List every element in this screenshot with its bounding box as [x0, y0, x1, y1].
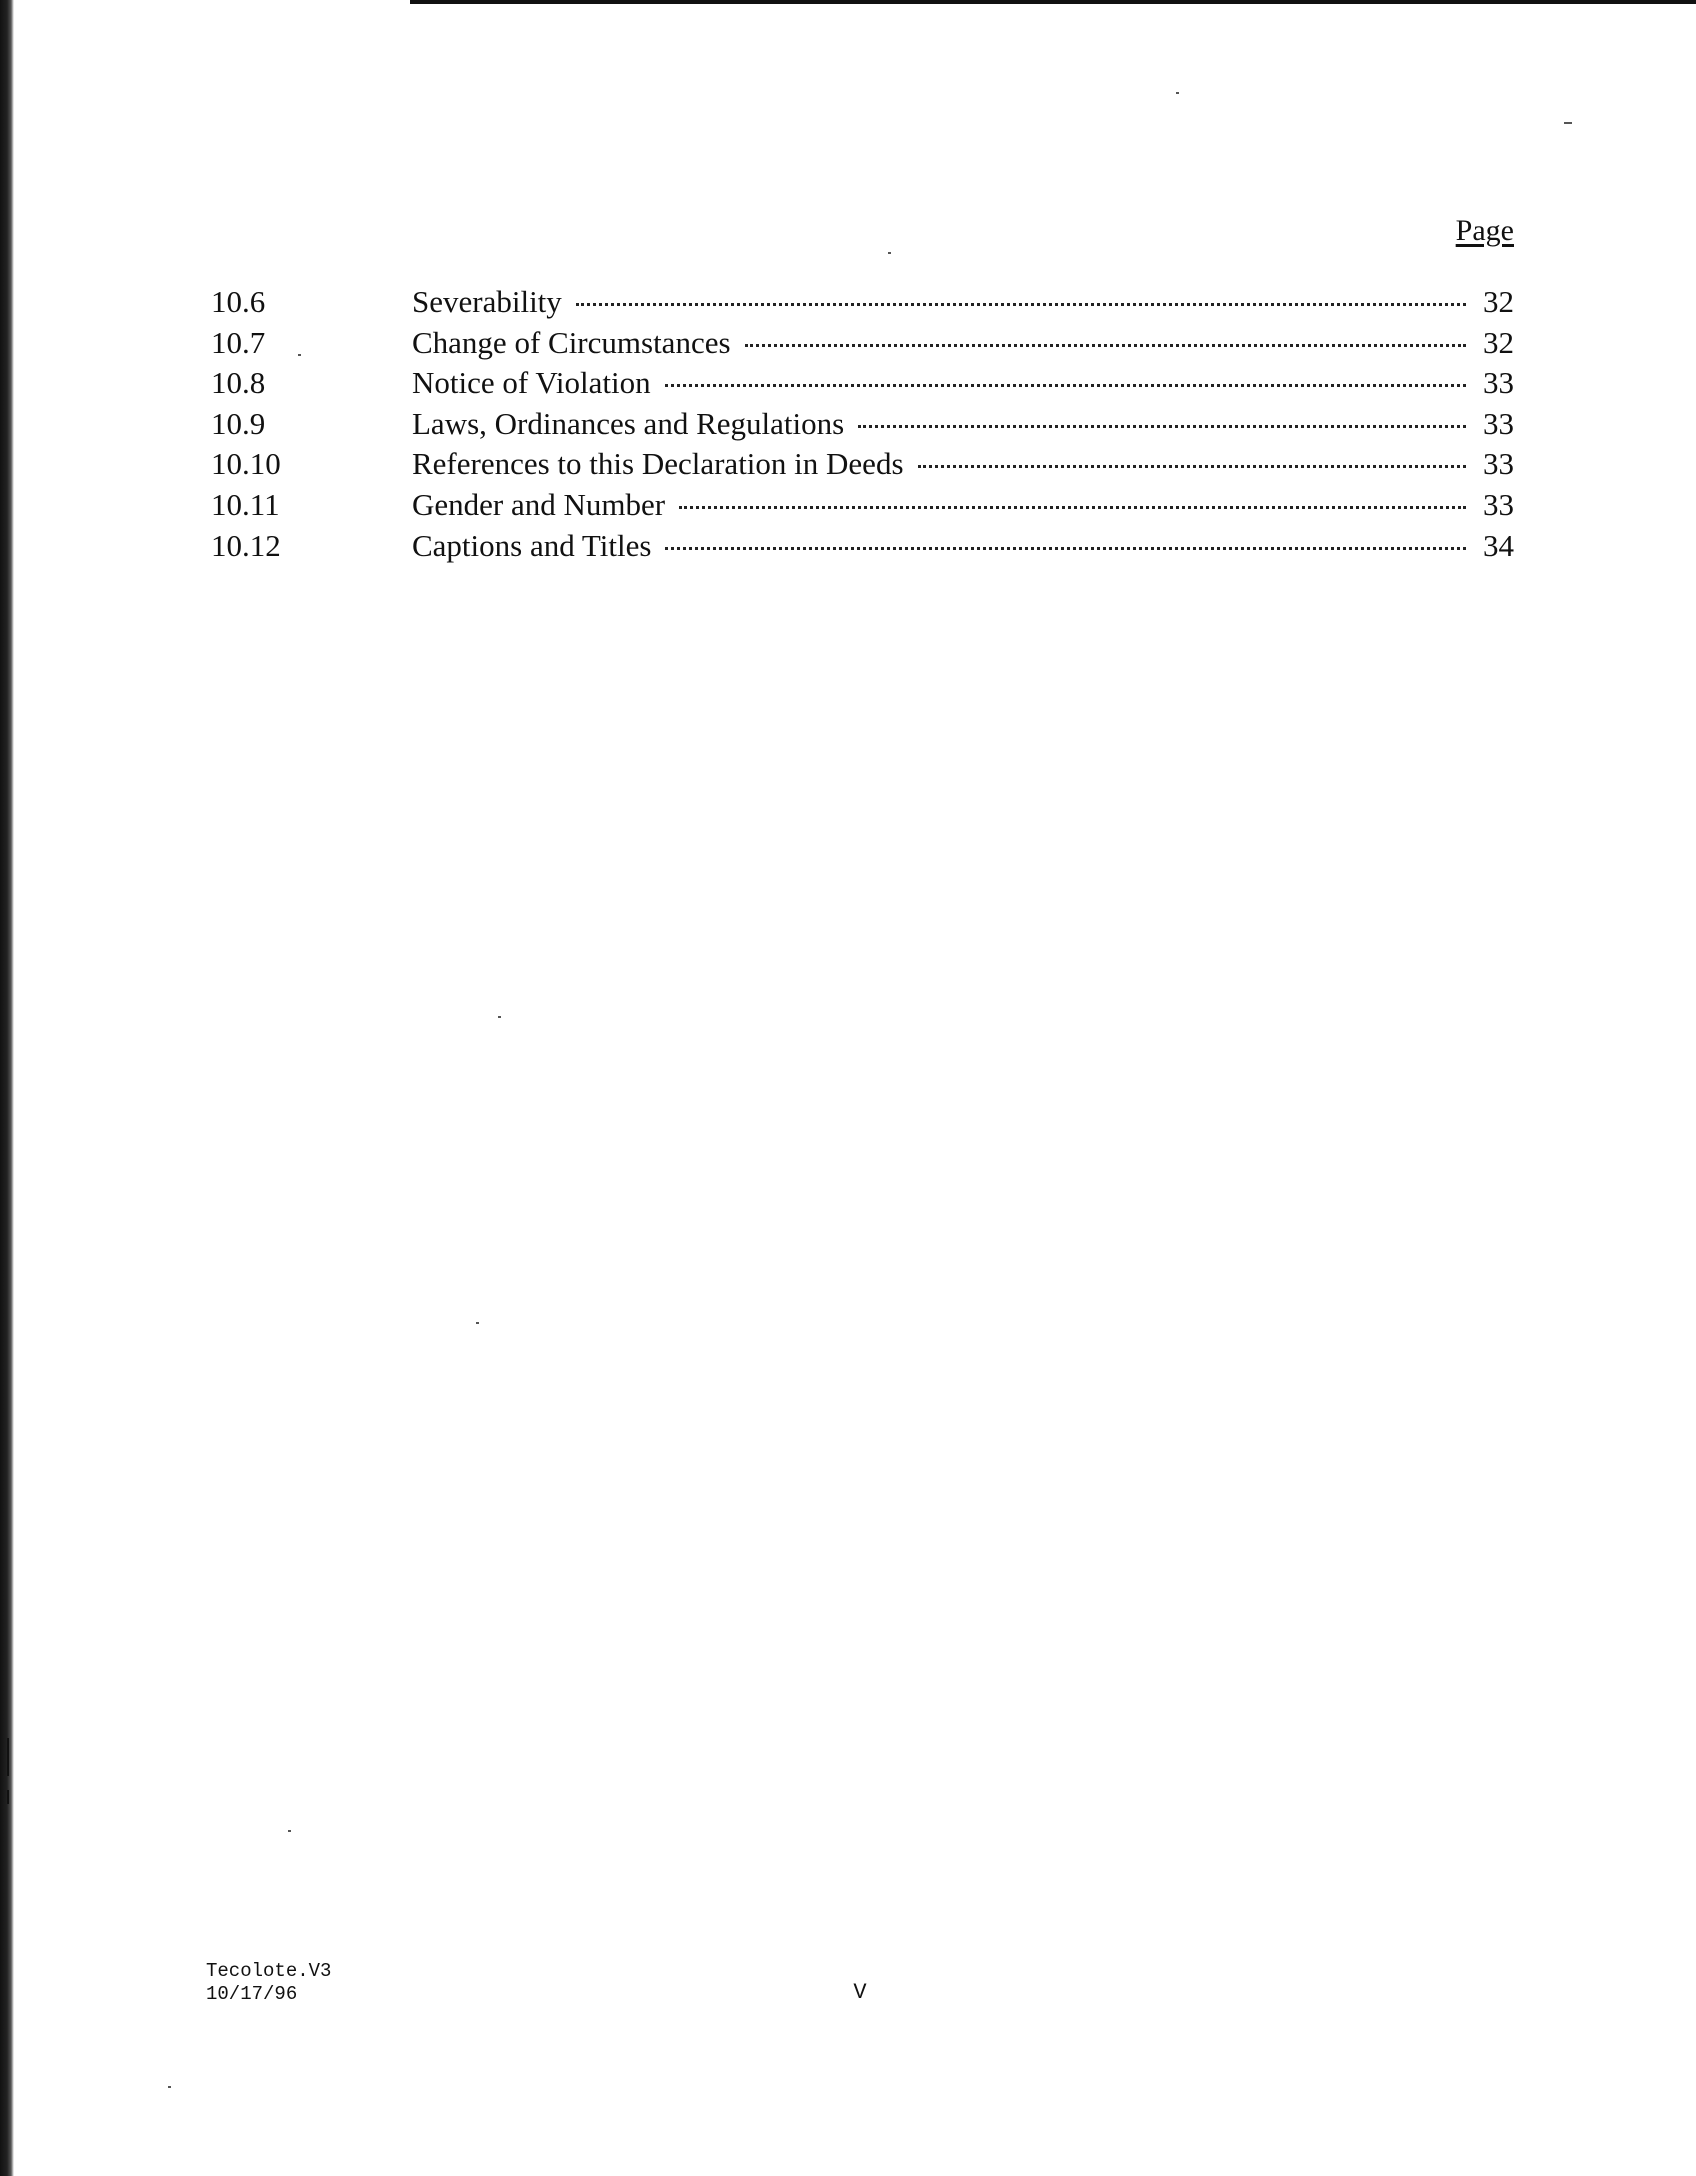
toc-entry-page: 33: [1483, 446, 1514, 482]
scan-speck: [1564, 122, 1572, 124]
scan-speck: [476, 1322, 479, 1324]
page-number: V: [853, 1980, 867, 2005]
toc-entry-page: 32: [1483, 324, 1514, 360]
toc-entry-body: [412, 323, 1514, 364]
toc-entry: [211, 526, 1514, 567]
dot-leader: [665, 547, 1466, 550]
toc-entry-body: [412, 526, 1514, 567]
toc-entry-number: 10.6: [211, 284, 266, 319]
toc-entry-page: 33: [1483, 405, 1514, 441]
scan-speck: [168, 2086, 171, 2088]
toc-entry-number: 10.11: [211, 486, 280, 522]
scan-speck: [498, 1016, 501, 1018]
toc-entry: [211, 282, 1514, 323]
scan-speck: [888, 252, 891, 254]
toc-entry-body: [412, 485, 1514, 526]
toc-entry: [211, 323, 1514, 364]
scan-left-edge: [0, 0, 14, 2176]
toc-entry-body: [412, 363, 1514, 404]
toc-entry-title: Laws, Ordinances and Regulations: [412, 405, 845, 441]
dot-leader: [918, 465, 1466, 468]
dot-leader: [679, 506, 1466, 509]
toc-entry-page: 33: [1483, 365, 1514, 401]
dot-leader: [858, 425, 1466, 428]
toc-entry: [211, 444, 1514, 485]
toc-entry: [211, 404, 1514, 445]
toc-entry-number: 10.10: [211, 446, 281, 482]
document-footer-id: [206, 1960, 331, 2006]
toc-entry-page: 32: [1483, 284, 1514, 319]
toc-entry: [211, 363, 1514, 404]
toc-entry-number: 10.8: [211, 365, 266, 401]
toc-entry-title: Change of Circumstances: [412, 324, 731, 360]
toc-entry-number: 10.9: [211, 405, 266, 441]
toc-entry-page: 33: [1483, 486, 1514, 522]
toc-entry-number: 10.12: [211, 527, 281, 563]
toc-entry-title: Captions and Titles: [412, 527, 652, 563]
dot-leader: [576, 303, 1466, 306]
table-of-contents: [211, 282, 1514, 566]
scan-speck: [288, 1830, 291, 1832]
footer-file-name: Tecolote.V3: [206, 1960, 332, 1982]
top-rule: [410, 0, 1696, 4]
toc-entry-page: 34: [1483, 527, 1514, 563]
toc-entry-number: 10.7: [211, 324, 266, 360]
toc-entry-title: Severability: [412, 284, 562, 319]
toc-entry-title: Gender and Number: [412, 486, 666, 522]
scan-edge-mark: [7, 1790, 9, 1804]
scan-edge-mark: [7, 1738, 9, 1776]
dot-leader: [745, 344, 1466, 347]
toc-entry-body: [412, 282, 1514, 323]
toc-entry: [211, 485, 1514, 526]
toc-entry-body: [412, 404, 1514, 445]
toc-entry-title: References to this Declaration in Deeds: [412, 446, 904, 482]
page-column-heading: Page: [1455, 214, 1514, 247]
toc-entry-body: [412, 444, 1514, 485]
footer-date: 10/17/96: [206, 1983, 298, 2005]
scan-speck: [1176, 92, 1179, 94]
toc-entry-title: Notice of Violation: [412, 365, 651, 401]
dot-leader: [665, 384, 1466, 387]
